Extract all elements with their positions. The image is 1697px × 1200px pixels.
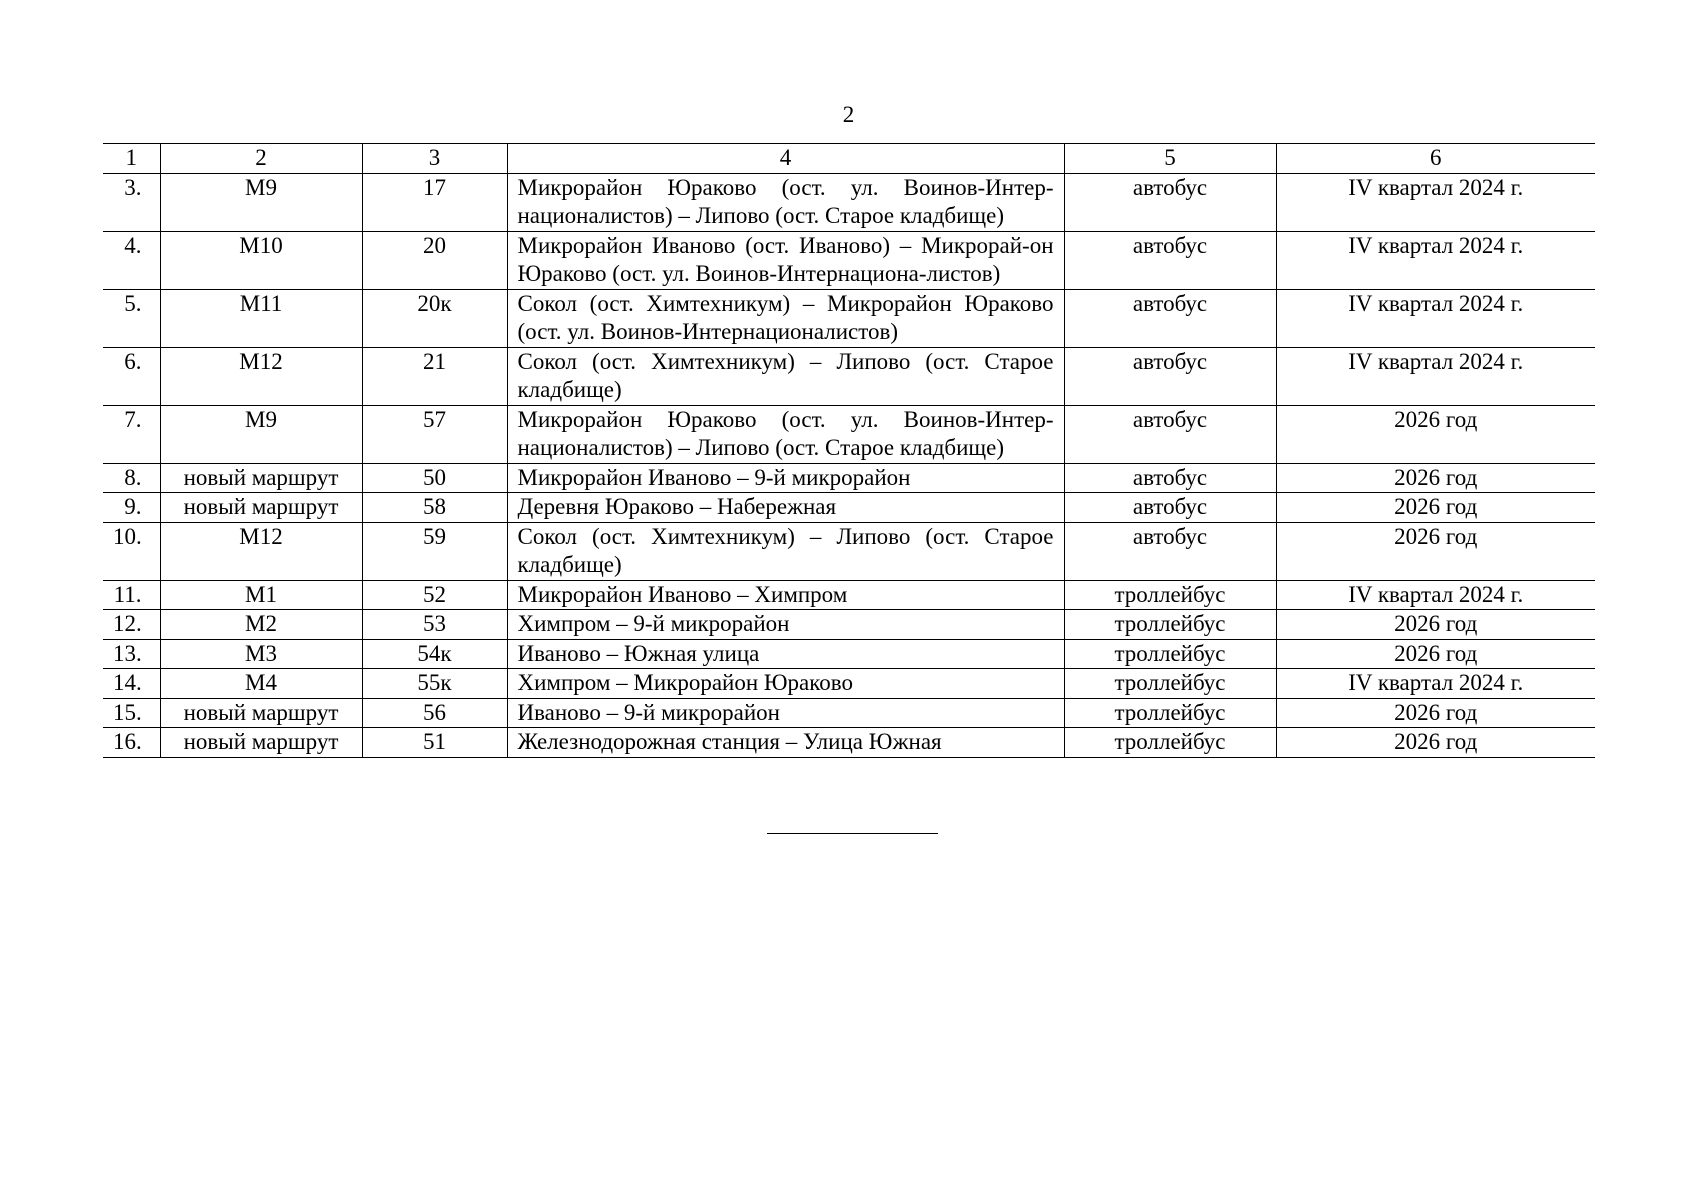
row-number-cell: 13. [103, 639, 160, 669]
transport-type-cell: автобус [1064, 522, 1276, 580]
old-route-number-cell: М3 [160, 639, 362, 669]
old-route-number-cell: М9 [160, 405, 362, 463]
route-name-cell: Химпром – 9-й микрорайон [507, 610, 1064, 640]
new-route-number-cell: 57 [362, 405, 507, 463]
route-name-cell: Иваново – Южная улица [507, 639, 1064, 669]
implementation-term-cell: IV квартал 2024 г. [1276, 289, 1595, 347]
route-name-cell: Микрорайон Юраково (ост. ул. Воинов-Интер-националистов) – Липово (ост. Старое кладбище) [507, 405, 1064, 463]
implementation-term-cell: 2026 год [1276, 493, 1595, 523]
old-route-number-cell: новый маршрут [160, 728, 362, 758]
column-header: 4 [507, 144, 1064, 174]
route-name-cell: Иваново – 9-й микрорайон [507, 698, 1064, 728]
transport-type-cell: автобус [1064, 493, 1276, 523]
table-row [103, 289, 1595, 347]
old-route-number-cell: М10 [160, 231, 362, 289]
old-route-number-cell: М4 [160, 669, 362, 699]
implementation-term-cell: IV квартал 2024 г. [1276, 173, 1595, 231]
transport-type-cell: автобус [1064, 173, 1276, 231]
implementation-term-cell: IV квартал 2024 г. [1276, 580, 1595, 610]
new-route-number-cell: 50 [362, 463, 507, 493]
implementation-term-cell: IV квартал 2024 г. [1276, 669, 1595, 699]
transport-type-cell: автобус [1064, 405, 1276, 463]
row-number-cell: 15. [103, 698, 160, 728]
column-header: 2 [160, 144, 362, 174]
implementation-term-cell: 2026 год [1276, 405, 1595, 463]
table-row [103, 610, 1595, 640]
table-row [103, 522, 1595, 580]
old-route-number-cell: М12 [160, 347, 362, 405]
old-route-number-cell: М1 [160, 580, 362, 610]
row-number-cell: 4. [103, 231, 160, 289]
column-header: 1 [103, 144, 160, 174]
table-row [103, 231, 1595, 289]
route-name-cell: Деревня Юраково – Набережная [507, 493, 1064, 523]
new-route-number-cell: 56 [362, 698, 507, 728]
route-name-cell: Железнодорожная станция – Улица Южная [507, 728, 1064, 758]
new-route-number-cell: 58 [362, 493, 507, 523]
transport-type-cell: автобус [1064, 231, 1276, 289]
new-route-number-cell: 55к [362, 669, 507, 699]
implementation-term-cell: 2026 год [1276, 522, 1595, 580]
new-route-number-cell: 17 [362, 173, 507, 231]
row-number-cell: 10. [103, 522, 160, 580]
implementation-term-cell: 2026 год [1276, 639, 1595, 669]
transport-type-cell: троллейбус [1064, 698, 1276, 728]
route-name-cell: Сокол (ост. Химтехникум) – Липово (ост. Старое кладбище) [507, 522, 1064, 580]
old-route-number-cell: М12 [160, 522, 362, 580]
transport-type-cell: троллейбус [1064, 639, 1276, 669]
new-route-number-cell: 21 [362, 347, 507, 405]
table-row [103, 639, 1595, 669]
transport-type-cell: троллейбус [1064, 580, 1276, 610]
new-route-number-cell: 51 [362, 728, 507, 758]
row-number-cell: 12. [103, 610, 160, 640]
new-route-number-cell: 53 [362, 610, 507, 640]
row-number-cell: 11. [103, 580, 160, 610]
route-name-cell: Микрорайон Иваново – 9-й микрорайон [507, 463, 1064, 493]
implementation-term-cell: 2026 год [1276, 728, 1595, 758]
transport-type-cell: троллейбус [1064, 669, 1276, 699]
transport-type-cell: автобус [1064, 289, 1276, 347]
old-route-number-cell: новый маршрут [160, 493, 362, 523]
routes-table [103, 143, 1595, 758]
route-name-cell: Микрорайон Иваново – Химпром [507, 580, 1064, 610]
old-route-number-cell: новый маршрут [160, 463, 362, 493]
row-number-cell: 7. [103, 405, 160, 463]
old-route-number-cell: М9 [160, 173, 362, 231]
table-row [103, 347, 1595, 405]
new-route-number-cell: 20к [362, 289, 507, 347]
column-header: 5 [1064, 144, 1276, 174]
route-name-cell: Сокол (ост. Химтехникум) – Микрорайон Юраково (ост. ул. Воинов-Интернационалистов) [507, 289, 1064, 347]
row-number-cell: 8. [103, 463, 160, 493]
table-row [103, 405, 1595, 463]
transport-type-cell: троллейбус [1064, 610, 1276, 640]
implementation-term-cell: IV квартал 2024 г. [1276, 231, 1595, 289]
table-row [103, 463, 1595, 493]
old-route-number-cell: новый маршрут [160, 698, 362, 728]
column-header: 6 [1276, 144, 1595, 174]
routes-table-body [103, 144, 1595, 758]
implementation-term-cell: IV квартал 2024 г. [1276, 347, 1595, 405]
implementation-term-cell: 2026 год [1276, 610, 1595, 640]
implementation-term-cell: 2026 год [1276, 463, 1595, 493]
table-row [103, 728, 1595, 758]
transport-type-cell: троллейбус [1064, 728, 1276, 758]
new-route-number-cell: 54к [362, 639, 507, 669]
row-number-cell: 9. [103, 493, 160, 523]
row-number-cell: 14. [103, 669, 160, 699]
old-route-number-cell: М2 [160, 610, 362, 640]
table-row [103, 669, 1595, 699]
table-row [103, 493, 1595, 523]
row-number-cell: 6. [103, 347, 160, 405]
table-row [103, 698, 1595, 728]
row-number-cell: 3. [103, 173, 160, 231]
end-of-document-line [767, 833, 938, 834]
implementation-term-cell: 2026 год [1276, 698, 1595, 728]
old-route-number-cell: М11 [160, 289, 362, 347]
table-row [103, 580, 1595, 610]
new-route-number-cell: 52 [362, 580, 507, 610]
column-header: 3 [362, 144, 507, 174]
row-number-cell: 5. [103, 289, 160, 347]
table-row [103, 173, 1595, 231]
page-number: 2 [842, 102, 855, 127]
transport-type-cell: автобус [1064, 347, 1276, 405]
row-number-cell: 16. [103, 728, 160, 758]
table-header-row [103, 144, 1595, 174]
new-route-number-cell: 59 [362, 522, 507, 580]
route-name-cell: Микрорайон Иваново (ост. Иваново) – Микрорай-он Юраково (ост. ул. Воинов-Интернациона-листов) [507, 231, 1064, 289]
transport-type-cell: автобус [1064, 463, 1276, 493]
new-route-number-cell: 20 [362, 231, 507, 289]
route-name-cell: Химпром – Микрорайон Юраково [507, 669, 1064, 699]
route-name-cell: Сокол (ост. Химтехникум) – Липово (ост. Старое кладбище) [507, 347, 1064, 405]
route-name-cell: Микрорайон Юраково (ост. ул. Воинов-Интер-националистов) – Липово (ост. Старое кладбище) [507, 173, 1064, 231]
